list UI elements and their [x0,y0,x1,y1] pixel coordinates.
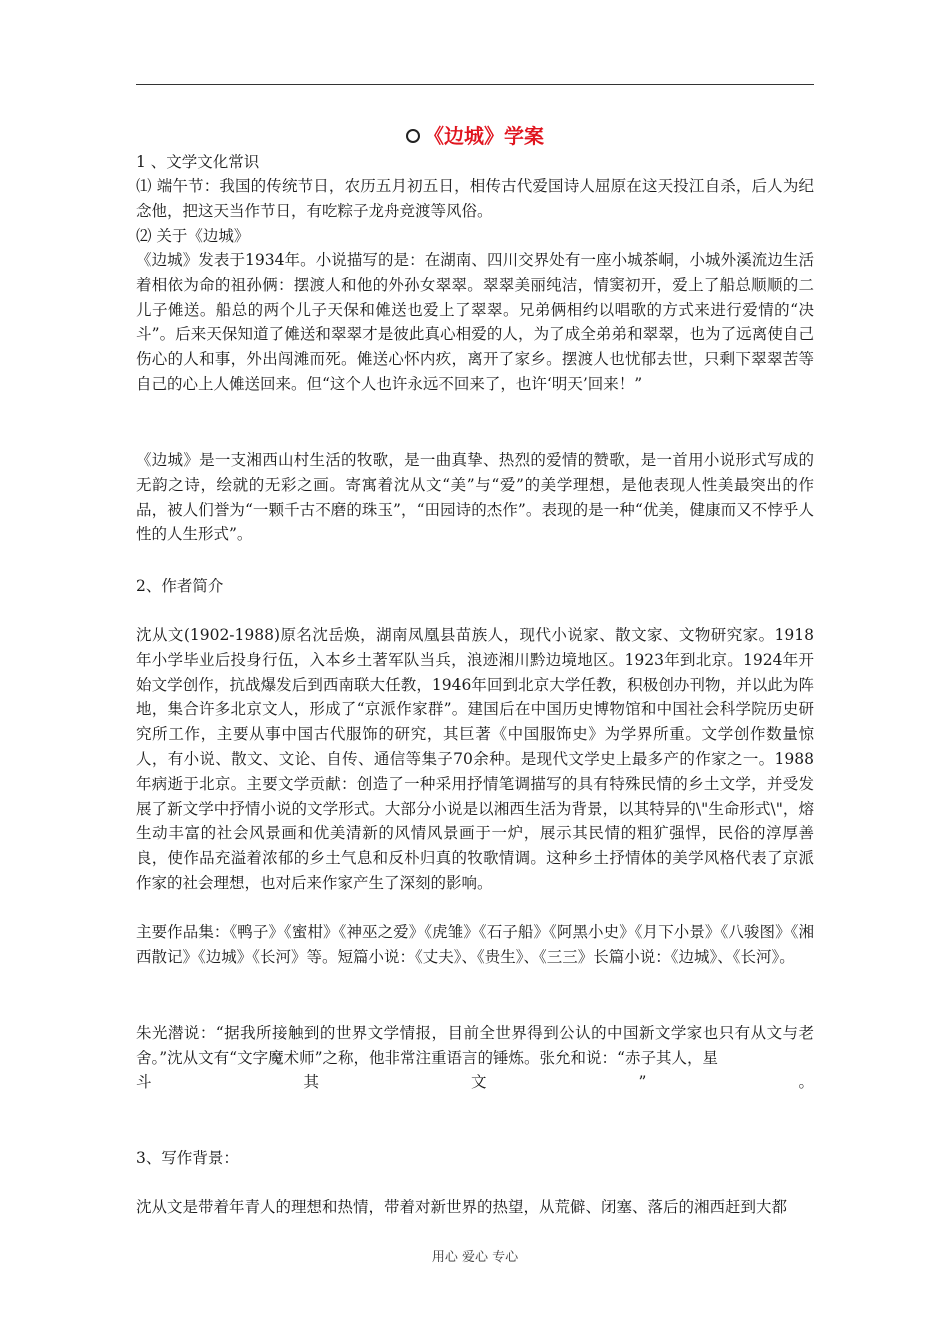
paragraph-duanwu: ⑴ 端午节：我国的传统节日，农历五月初五日，相传古代爱国诗人屈原在这天投江自杀，后人为纪念他，把这天当作节日，有吃粽子龙舟竞渡等风俗。 [136,177,814,220]
document-title [136,122,814,150]
section-2-heading: 2、作者简介 [136,577,224,595]
page-footer: 用心 爱心 专心 [431,1250,519,1265]
paragraph-background: 沈从文是带着年青人的理想和热情，带着对新世界的热望，从荒僻、闭塞、落后的湘西赶到大都 [136,1198,788,1216]
title-text: 《边城》学案 [424,124,544,148]
paragraph-quotes: 朱光潜说：“据我所接触到的世界文学情报，目前全世界得到公认的中国新文学家也只有从文与老舍。”沈从文有“文字魔术师”之称，他非常注重语言的锤炼。张允和说：“赤子其人，星 [136,1024,814,1067]
paragraph-quotes-tail: 斗其文”。 [136,1073,814,1091]
header-rule [136,84,814,85]
section-3-heading: 3、写作背景： [136,1149,239,1167]
subheading-about-biancheng: ⑵ 关于《边城》 [136,227,250,245]
paragraph-synopsis: 《边城》发表于1934年。小说描写的是：在湖南、四川交界处有一座小城茶峒，小城外溪流边生活着相依为命的祖孙俩：摆渡人和他的外孙女翠翠。翠翠美丽纯洁，情窦初开，爱上了船总顺顺的二儿子傩送。船总的两个儿子天保和傩送也爱上了翠翠。兄弟俩相约以唱歌的方式来进行爱情的“决斗”。后来天保知道了傩送和翠翠才是彼此真心相爱的人，为了成全弟弟和翠翠，也为了远离使自己伤心的人和事，外出闯滩而死。傩送心怀内疚，离开了家乡。摆渡人也忧郁去世，只剩下翠翠苦等自己的心上人傩送回来。但“这个人也许永远不回来了，也许‘明天’回来！” [136,251,814,393]
section-1-heading: 1 、文学文化常识 [136,153,260,171]
paragraph-appraisal: 《边城》是一支湘西山村生活的牧歌，是一曲真挚、热烈的爱情的赞歌，是一首用小说形式写成的无韵之诗，绘就的无彩之画。寄寓着沈从文“美”与“爱”的美学理想，是他表现人性美最突出的作品，被人们誉为“一颗千古不磨的珠玉”，“田园诗的杰作”。表现的是一种“优美，健康而又不悖乎人性的人生形式”。 [136,451,814,544]
circle-bullet-icon [406,129,420,143]
paragraph-author-bio: 沈从文(1902-1988)原名沈岳焕，湖南凤凰县苗族人，现代小说家、散文家、文物研究家。1918年小学毕业后投身行伍，入本乡土著军队当兵，浪迹湘川黔边境地区。1923年到北京。1924年开始文学创作，抗战爆发后到西南联大任教，1946年回到北京大学任教，积极创办刊物，并以此为阵地，集合许多北京文人，形成了“京派作家群”。建国后在中国历史博物馆和中国社会科学院历史研究所工作，主要从事中国古代服饰的研究，其巨著《中国服饰史》为学界所重。文学创作数量惊人，有小说、散文、文论、自传、通信等集子70余种。是现代文学史上最多产的作家之一。1988年病逝于北京。主要文学贡献：创造了一种采用抒情笔调描写的具有特殊民情的乡土文学，并受发展了新文学中抒情小说的文学形式。大部分小说是以湘西生活为背景，以其特异的\"生命形式\"，熔生动丰富的社会风景画和优美清新的风情风景画于一炉，展示其民情的粗犷强悍，民俗的淳厚善良，使作品充溢着浓郁的乡土气息和反朴归真的牧歌情调。这种乡土抒情体的美学风格代表了京派作家的社会理想，也对后来作家产生了深刻的影响。 [136,626,814,892]
paragraph-major-works: 主要作品集：《鸭子》《蜜柑》《神巫之爱》《虎雏》《石子船》《阿黑小史》《月下小景》《八骏图》《湘西散记》《边城》《长河》等。短篇小说：《丈夫》、《贵生》、《三三》长篇小说：《边城》、《长河》。 [136,923,814,966]
